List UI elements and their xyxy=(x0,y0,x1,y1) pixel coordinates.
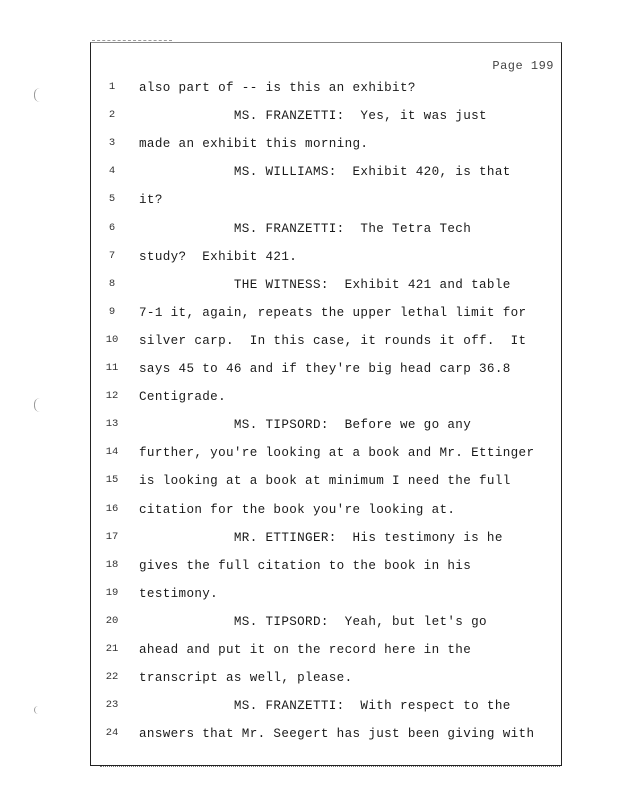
line-number: 14 xyxy=(105,446,119,459)
line-text: further, you're looking at a book and Mr. Ettinger xyxy=(139,446,535,461)
binding-hole-mark xyxy=(34,398,43,412)
line-text: citation for the book you're looking at. xyxy=(139,502,456,517)
line-number: 5 xyxy=(108,193,116,206)
line-text: made an exhibit this morning. xyxy=(139,137,369,152)
transcript-line xyxy=(90,643,560,671)
line-number: 9 xyxy=(108,305,116,318)
line-number: 22 xyxy=(105,671,119,684)
line-text: MS. WILLIAMS: Exhibit 420, is that xyxy=(139,165,511,180)
line-number: 24 xyxy=(105,727,119,740)
line-text: MS. FRANZETTI: With respect to the xyxy=(139,699,511,714)
line-number: 4 xyxy=(108,165,116,178)
line-text: testimony. xyxy=(139,586,219,601)
line-text: says 45 to 46 and if they're big head carp 36.8 xyxy=(139,362,511,376)
line-text: MR. ETTINGER: His testimony is he xyxy=(139,530,503,545)
line-text: 7-1 it, again, repeats the upper lethal limit for xyxy=(139,305,527,320)
transcript-line xyxy=(90,474,560,502)
transcript-line xyxy=(90,671,560,699)
transcript-line xyxy=(90,446,560,474)
transcript-line xyxy=(90,222,560,250)
line-text: it? xyxy=(139,193,163,208)
line-number: 20 xyxy=(105,614,119,627)
line-number: 21 xyxy=(105,643,119,655)
transcript-line xyxy=(90,362,560,390)
page-number: Page 199 xyxy=(492,59,554,73)
line-text: MS. FRANZETTI: Yes, it was just xyxy=(139,109,487,124)
transcript-line xyxy=(90,390,560,418)
line-text: is looking at a book at minimum I need the full xyxy=(139,474,511,489)
transcript-line xyxy=(90,193,560,221)
transcript-line xyxy=(90,503,560,531)
line-number: 19 xyxy=(105,586,119,599)
line-text: study? Exhibit 421. xyxy=(139,249,298,264)
line-text: Centigrade. xyxy=(139,390,226,405)
line-text: transcript as well, please. xyxy=(139,671,353,686)
transcript-line xyxy=(90,250,560,278)
line-number: 12 xyxy=(105,390,119,403)
line-text: silver carp. In this case, it rounds it off. It xyxy=(139,333,527,348)
line-text: ahead and put it on the record here in the xyxy=(139,643,472,657)
line-number: 10 xyxy=(105,333,119,346)
line-number: 15 xyxy=(105,474,119,487)
transcript-line xyxy=(90,531,560,559)
binding-hole-mark xyxy=(34,706,43,714)
line-text: also part of -- is this an exhibit? xyxy=(139,81,416,95)
line-number: 13 xyxy=(105,418,119,431)
transcript-line xyxy=(90,306,560,334)
line-number: 3 xyxy=(108,137,116,150)
line-number: 17 xyxy=(105,530,119,543)
line-number: 8 xyxy=(108,277,116,290)
transcript-line xyxy=(90,109,560,137)
line-text: MS. TIPSORD: Before we go any xyxy=(139,418,472,433)
line-number: 16 xyxy=(105,502,119,515)
line-number: 7 xyxy=(108,249,116,262)
transcript-line xyxy=(90,587,560,615)
line-text: MS. TIPSORD: Yeah, but let's go xyxy=(139,614,487,629)
line-text: answers that Mr. Seegert has just been giving with xyxy=(139,727,535,742)
scan-artifact-bottom xyxy=(100,766,560,769)
transcript-line xyxy=(90,165,560,193)
line-text: gives the full citation to the book in his xyxy=(139,558,472,573)
transcript-line xyxy=(90,559,560,587)
binding-hole-mark xyxy=(34,88,43,102)
line-text: MS. FRANZETTI: The Tetra Tech xyxy=(139,221,472,236)
transcript-line xyxy=(90,727,560,755)
line-text: THE WITNESS: Exhibit 421 and table xyxy=(139,277,511,292)
line-number: 2 xyxy=(108,109,116,122)
transcript-line xyxy=(90,334,560,362)
transcript-line xyxy=(90,81,560,109)
transcript-line xyxy=(90,615,560,643)
transcript-line xyxy=(90,699,560,727)
line-number: 1 xyxy=(108,81,116,93)
line-number: 11 xyxy=(105,362,119,374)
transcript-line xyxy=(90,278,560,306)
line-number: 18 xyxy=(105,558,119,571)
transcript-line xyxy=(90,137,560,165)
line-number: 6 xyxy=(108,221,116,234)
line-number: 23 xyxy=(105,699,119,712)
transcript-line xyxy=(90,418,560,446)
